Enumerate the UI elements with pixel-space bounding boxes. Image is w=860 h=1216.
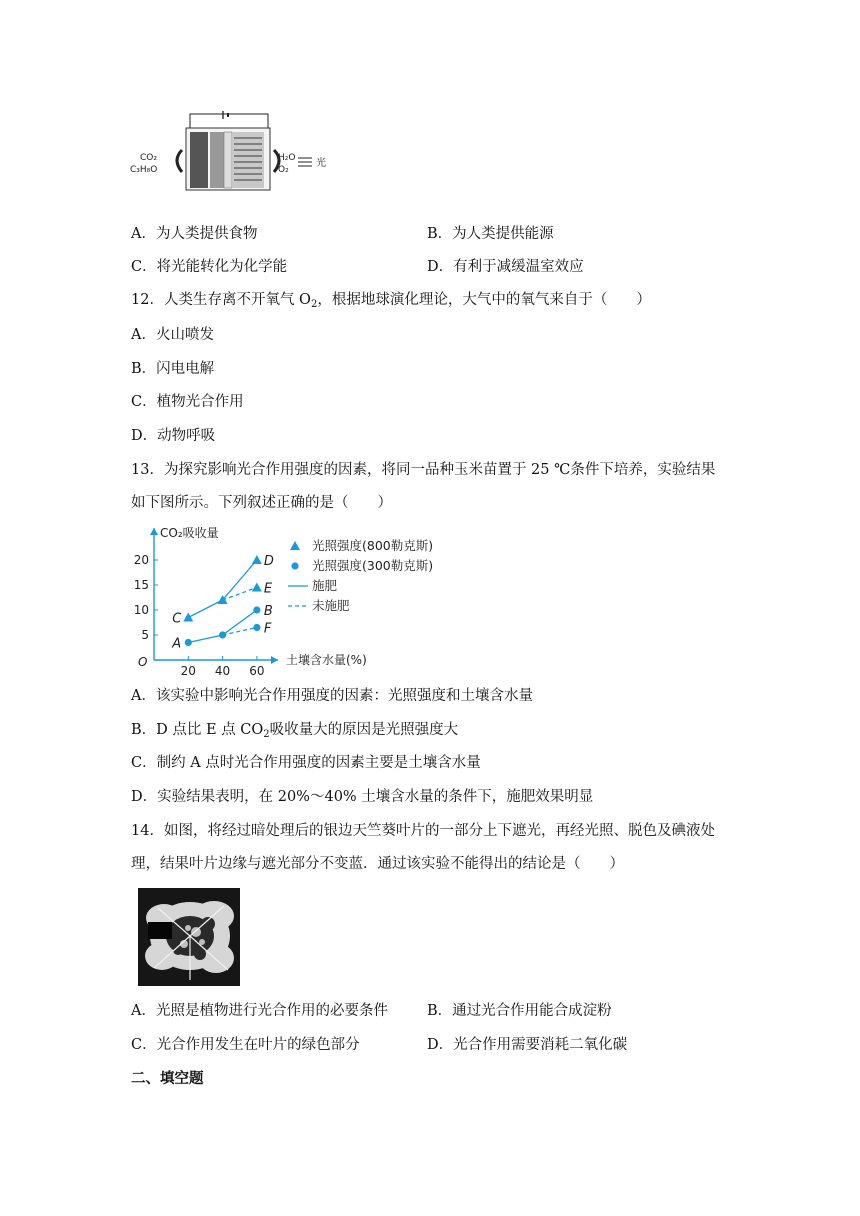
co2-label: CO₂ xyxy=(140,153,157,163)
y-axis-arrow xyxy=(150,528,158,535)
x-axis-label: 土壤含水量(%) xyxy=(286,653,367,667)
legend-label: 光照强度(300勒克斯) xyxy=(312,558,434,573)
y-tick-label: 5 xyxy=(141,628,149,642)
point-label: C xyxy=(172,611,182,627)
data-point xyxy=(219,631,226,638)
c3h8o-label: C₃H₈O xyxy=(130,165,158,175)
x-tick-label: 60 xyxy=(249,664,265,678)
q12-option-c: C．植物光合作用 xyxy=(131,394,244,410)
point-label: A xyxy=(172,636,182,652)
legend-label: 未施肥 xyxy=(312,598,350,613)
q12-stem: 12．人类生存离不开氧气 $O_2$，根据地球演化理论，大气中的氧气来自于（ ） xyxy=(131,292,651,310)
point-label: E xyxy=(263,581,273,597)
q12-option-d: D．动物呼吸 xyxy=(131,428,216,444)
q14-stem-line2: 理，结果叶片边缘与遮光部分不变蓝．通过该实验不能得出的结论是（ ） xyxy=(131,856,624,872)
data-point xyxy=(253,606,260,613)
q13-option-a: A．该实验中影响光合作用强度的因素：光照强度和土壤含水量 xyxy=(131,688,533,704)
q14-option-a: A．光照是植物进行光合作用的必要条件 xyxy=(131,1003,388,1019)
x-tick-label: 20 xyxy=(180,664,196,678)
q12-option-b: B．闪电电解 xyxy=(131,361,215,377)
data-point xyxy=(252,583,262,592)
cell-diagram xyxy=(128,110,338,195)
q12-option-a: A．火山喷发 xyxy=(131,327,214,343)
data-point xyxy=(253,624,260,631)
q13-stem-line2: 如下图所示。下列叙述正确的是（ ） xyxy=(131,495,392,511)
point-label: F xyxy=(263,621,272,637)
q11-option-c: C．将光能转化为化学能 xyxy=(131,259,288,275)
photosynthesis-chart xyxy=(128,518,468,678)
q11-option-a: A．为人类提供食物 xyxy=(131,226,258,242)
q14-option-d: D．光合作用需要消耗二氧化碳 xyxy=(427,1037,628,1053)
q14-option-b: B．通过光合作用能合成淀粉 xyxy=(427,1003,612,1019)
x-axis-arrow xyxy=(271,656,278,664)
q13-stem-line1: 13．为探究影响光合作用强度的因素，将同一品种玉米苗置于 25 ℃条件下培养，实验结果 xyxy=(131,462,716,478)
point-label: D xyxy=(263,554,274,569)
x-tick-label: 40 xyxy=(214,664,231,678)
q13-option-c: C．制约 A 点时光合作用强度的因素主要是土壤含水量 xyxy=(131,755,481,771)
o2-label: O₂ xyxy=(278,165,289,175)
section-heading: 二、填空题 xyxy=(131,1071,204,1087)
data-point xyxy=(185,639,192,646)
q11-option-d: D．有利于减缓温室效应 xyxy=(427,259,584,275)
data-point xyxy=(183,613,193,622)
light-label: 光 xyxy=(316,158,326,169)
y-tick-label: 20 xyxy=(133,553,149,567)
origin-label: O xyxy=(138,655,148,669)
series-line-fertilized xyxy=(188,560,257,618)
y-tick-label: 15 xyxy=(133,578,149,592)
h2o-label: H₂O xyxy=(278,153,296,163)
leaf-photo xyxy=(138,888,240,986)
data-point xyxy=(252,555,262,564)
q14-stem-line1: 14．如图，将经过暗处理后的银边天竺葵叶片的一部分上下遮光，再经光照、脱色及碘液处 xyxy=(131,823,715,839)
legend-label: 施肥 xyxy=(312,578,338,593)
q14-option-c: C．光合作用发生在叶片的绿色部分 xyxy=(131,1037,360,1053)
legend-marker xyxy=(290,541,300,550)
y-tick-label: 10 xyxy=(133,603,149,617)
q13-option-d: D．实验结果表明，在 20%～40% 土壤含水量的条件下，施肥效果明显 xyxy=(131,789,594,805)
q13-option-b: B．D 点比 E 点 $CO_2$吸收量大的原因是光照强度大 xyxy=(131,722,459,740)
legend-label: 光照强度(800勒克斯) xyxy=(312,538,434,553)
q11-option-b: B．为人类提供能源 xyxy=(427,226,554,242)
point-label: B xyxy=(263,604,273,619)
y-axis-label: CO₂吸收量 xyxy=(160,526,219,540)
legend-marker xyxy=(291,562,298,569)
